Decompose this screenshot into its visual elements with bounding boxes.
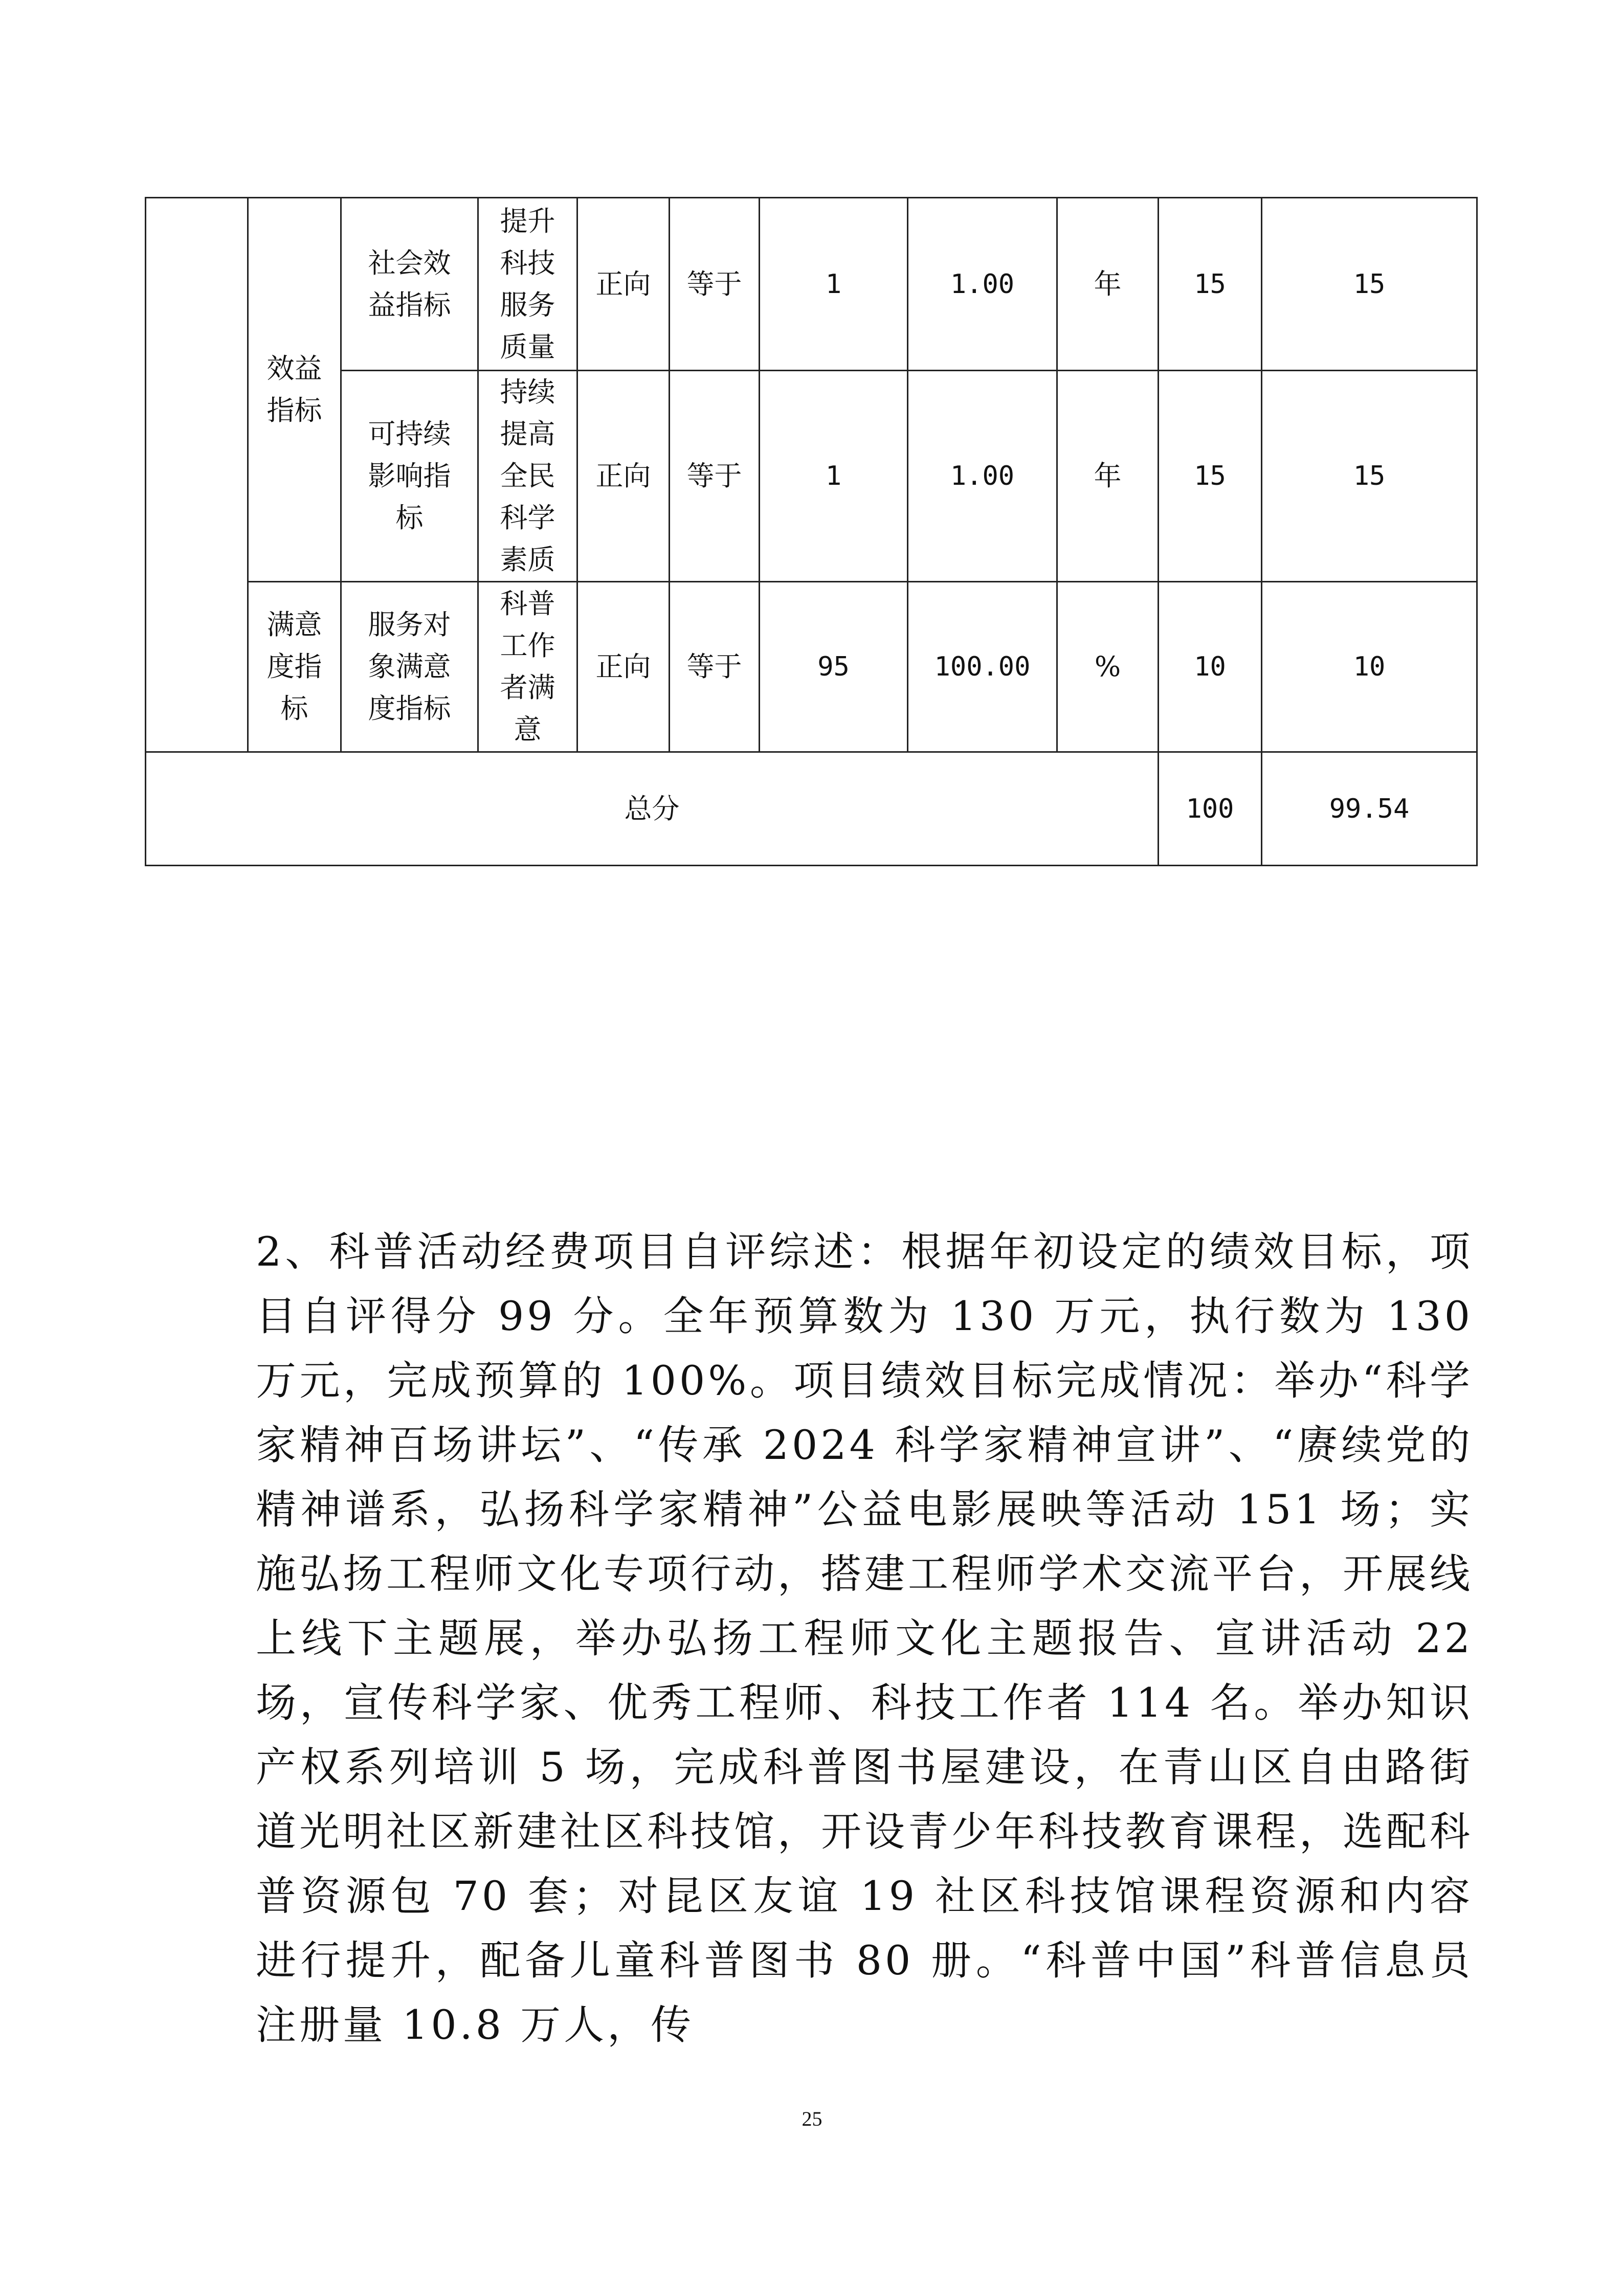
indicator-label: 提升 科技 服务 质量 bbox=[500, 205, 555, 363]
table-row bbox=[146, 371, 1477, 582]
page-number: 25 bbox=[802, 2107, 822, 2130]
indicator-cell bbox=[478, 371, 577, 582]
performance-table bbox=[145, 197, 1478, 866]
level2-cell bbox=[248, 582, 341, 752]
level3-cell bbox=[341, 198, 478, 371]
total-row bbox=[146, 752, 1477, 866]
table-row bbox=[146, 582, 1477, 752]
level2-cell bbox=[248, 198, 341, 582]
total-score-cell: 99.54 bbox=[1262, 752, 1477, 866]
weight-cell: 15 bbox=[1159, 371, 1262, 582]
operator-cell: 等于 bbox=[670, 582, 760, 752]
score-cell: 15 bbox=[1262, 371, 1477, 582]
indicator-label: 持续 提高 全民 科学 素质 bbox=[500, 376, 555, 576]
direction-cell: 正向 bbox=[577, 582, 670, 752]
unit-cell: % bbox=[1057, 582, 1159, 752]
actual-cell: 1.00 bbox=[908, 198, 1057, 371]
actual-cell: 100.00 bbox=[908, 582, 1057, 752]
indicator-label: 科普 工作 者满 意 bbox=[500, 588, 555, 746]
target-cell: 1 bbox=[760, 371, 908, 582]
level3-label: 服务对 象满意 度指标 bbox=[368, 609, 451, 725]
level1-cell bbox=[146, 198, 248, 752]
table-row bbox=[146, 198, 1477, 371]
actual-cell: 1.00 bbox=[908, 371, 1057, 582]
level2-label: 效益 指标 bbox=[266, 352, 322, 426]
body-paragraph: 2、科普活动经费项目自评综述：根据年初设定的绩效目标，项目自评得分 99 分。全年预算数为 130 万元，执行数为 130 万元，完成预算的 100%。项目绩效目标完成情况：举办“科学家精神百场讲坛”、“传承 2024 科学家精神宣讲”、“赓续党的精神谱系，弘扬科学家精神”公益电影展映等活动 151 场；实施弘扬工程师文化专项行动，搭建工程师学术交流平台，开展线上线下主题展，举办弘扬工程师文化主题报告、宣讲活动 22 场，宣传科学家、优秀工程师、科技工作者 114 名。举办知识产权系列培训 5 场，完成科普图书屋建设，在青山区自由路街道光明社区新建社区科技馆，开设青少年科技教育课程，选配科普资源包 70 套；对昆区友谊 19 社区科技馆课程资源和内容进行提升，配备儿童科普图书 80 册。“科普中国”科普信息员注册量 10.8 万人，传 bbox=[256, 1228, 1473, 2049]
level3-cell bbox=[341, 371, 478, 582]
weight-cell: 10 bbox=[1159, 582, 1262, 752]
operator-cell: 等于 bbox=[670, 198, 760, 371]
indicator-cell bbox=[478, 198, 577, 371]
direction-cell: 正向 bbox=[577, 371, 670, 582]
level2-label: 满意 度指 标 bbox=[266, 609, 322, 725]
operator-cell: 等于 bbox=[670, 371, 760, 582]
unit-cell: 年 bbox=[1057, 198, 1159, 371]
score-cell: 10 bbox=[1262, 582, 1477, 752]
level3-label: 社会效 益指标 bbox=[368, 246, 451, 321]
score-cell: 15 bbox=[1262, 198, 1477, 371]
target-cell: 95 bbox=[760, 582, 908, 752]
level3-cell bbox=[341, 582, 478, 752]
unit-cell: 年 bbox=[1057, 371, 1159, 582]
indicator-cell bbox=[478, 582, 577, 752]
level3-label: 可持续 影响指 标 bbox=[368, 418, 451, 534]
total-weight-cell: 100 bbox=[1159, 752, 1262, 866]
weight-cell: 15 bbox=[1159, 198, 1262, 371]
direction-cell: 正向 bbox=[577, 198, 670, 371]
target-cell: 1 bbox=[760, 198, 908, 371]
total-label-cell: 总分 bbox=[146, 752, 1159, 866]
